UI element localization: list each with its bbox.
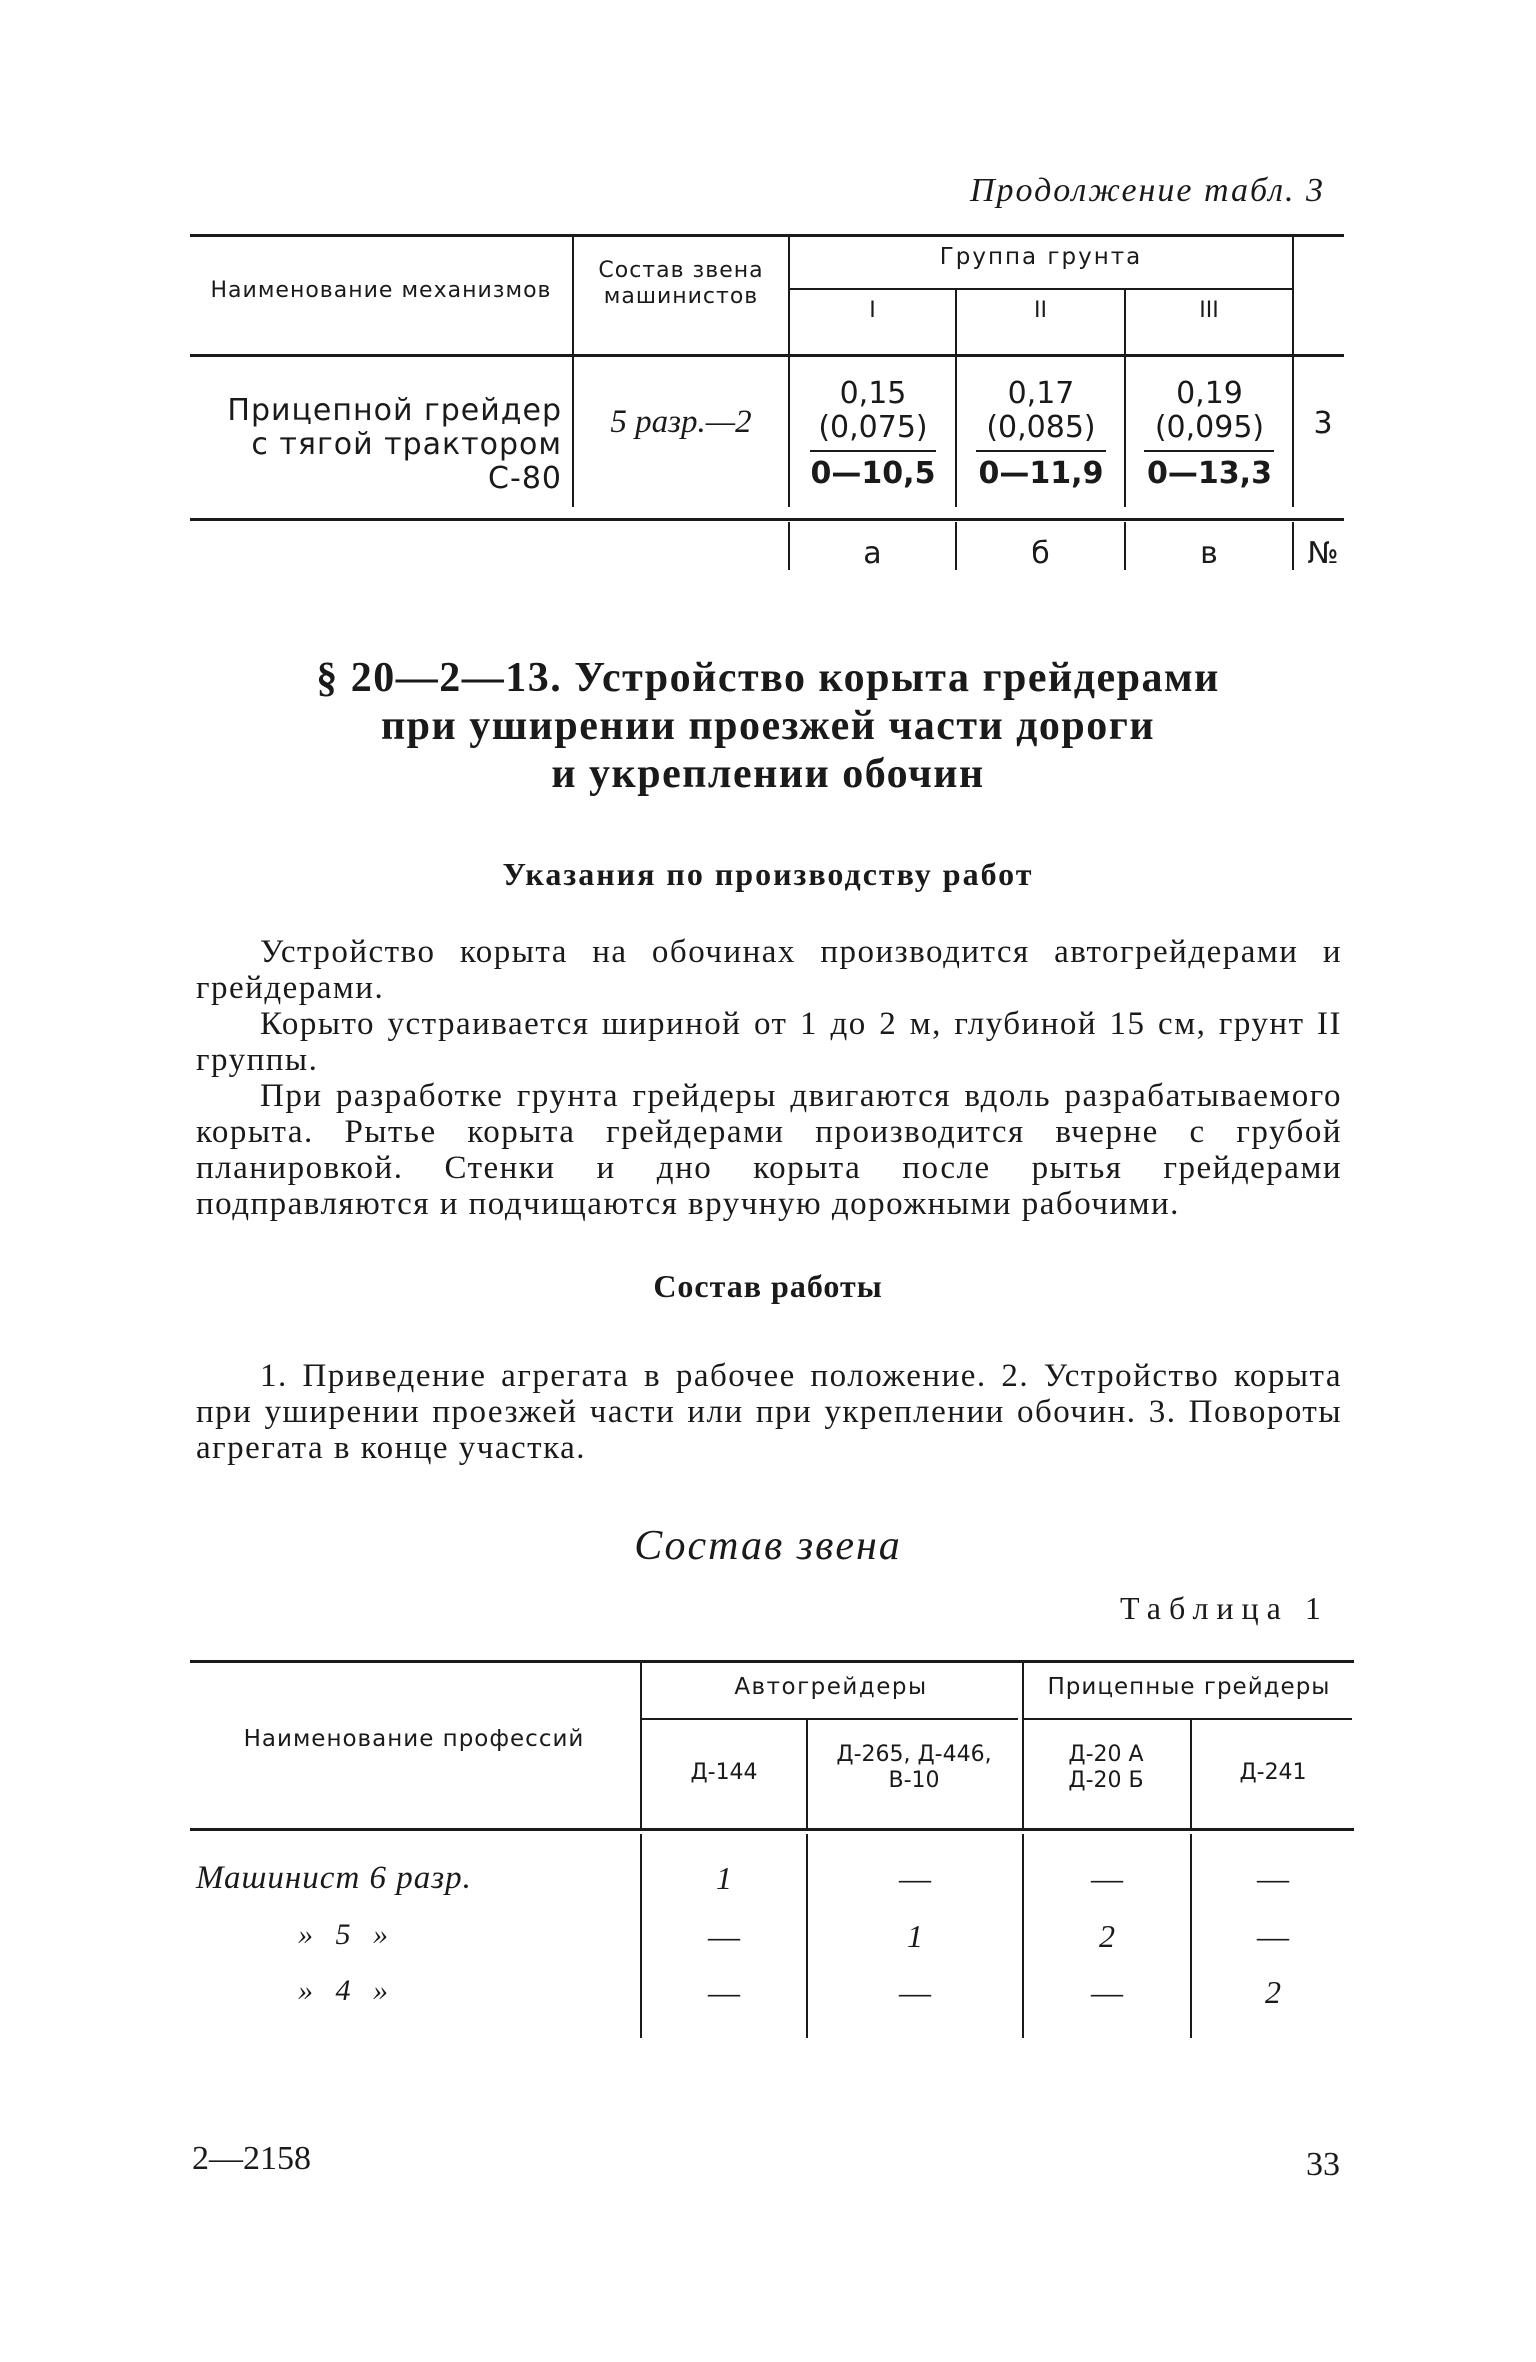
work-heading: Состав работы <box>653 1268 883 1304</box>
norm-value: 0,19 <box>1176 376 1243 411</box>
print-code: 2—2158 <box>192 2140 311 2177</box>
footer-b: б <box>1031 536 1050 571</box>
col-header-soil-group: Группа грунта <box>939 244 1143 270</box>
value-d265: — <box>899 1860 931 1896</box>
footer-number-sign: № <box>1307 536 1339 571</box>
group-header-trailed-graders: Прицепные грейдеры <box>1047 1674 1331 1700</box>
instructions-paragraph-3: При разработке грунта грейдеры двигаются вдоль разрабатываемого корыта. Рытье корыта грейдерами производится вчерне с грубой планировкой. Стенки и дно корыта после рытья грейдерами подправляются и подчищаются вручную дорожными рабочими. <box>196 1078 1342 1222</box>
col-header-d20: Д-20 А Д-20 Б <box>1068 1742 1144 1793</box>
table-1-label: Таблица 1 <box>1120 1590 1329 1626</box>
col-header-crew: Состав звена машинистов <box>598 258 764 309</box>
value-d144: 1 <box>716 1860 732 1896</box>
value-d144: — <box>708 1918 740 1954</box>
section-title-line-3: и укреплении обочин <box>551 751 985 797</box>
norm-alt: (0,085) <box>986 410 1096 445</box>
row-number: 3 <box>1313 406 1333 441</box>
section-title-line-2: при уширении проезжей части дороги <box>380 703 1156 749</box>
norm-value: 0,17 <box>1007 376 1075 411</box>
norm-range: 0—10,5 <box>810 456 936 491</box>
norm-range: 0—13,3 <box>1147 456 1272 491</box>
value-d265: 1 <box>907 1918 923 1954</box>
col-header-mechanisms: Наименование механизмов <box>210 278 552 303</box>
mechanism-name: Прицепной грейдер с тягой трактором С-80 <box>227 393 562 496</box>
col-header-d265: Д-265, Д-446, В-10 <box>836 1742 992 1793</box>
col-header-d241: Д-241 <box>1239 1760 1307 1785</box>
norm-alt: (0,075) <box>818 410 928 445</box>
profession-label: » 5 » <box>298 1918 388 1951</box>
norm-alt: (0,095) <box>1154 410 1265 445</box>
group-III: III <box>1199 298 1219 323</box>
continuation-label: Продолжение табл. 3 <box>970 172 1326 209</box>
value-d265: — <box>899 1974 931 2010</box>
profession-label: » 4 » <box>298 1974 388 2007</box>
col-header-profession: Наименование профессий <box>243 1726 585 1752</box>
profession-label: Машинист 6 разр. <box>196 1860 472 1896</box>
page-number: 33 <box>1306 2146 1340 2183</box>
instructions-heading: Указания по производству работ <box>502 856 1034 892</box>
norm-range: 0—11,9 <box>978 456 1104 491</box>
crew-heading: Состав звена <box>634 1523 902 1569</box>
instructions-paragraph-1: Устройство корыта на обочинах производится автогрейдерами и грейдерами. <box>196 934 1342 1006</box>
group-header-autograders: Автогрейдеры <box>734 1674 928 1700</box>
crew-value: 5 разр.—2 <box>610 404 752 440</box>
value-d20: 2 <box>1099 1918 1115 1954</box>
group-I: I <box>869 298 876 323</box>
footer-a: а <box>863 536 882 571</box>
value-d20: — <box>1091 1974 1123 2010</box>
footer-v: в <box>1200 536 1218 571</box>
value-d144: — <box>708 1974 740 2010</box>
value-d241: 2 <box>1265 1974 1281 2010</box>
value-d20: — <box>1091 1860 1123 1896</box>
instructions-paragraph-2: Корыто устраивается шириной от 1 до 2 м, глубиной 15 см, грунт II группы. <box>196 1006 1342 1078</box>
value-d241: — <box>1257 1860 1289 1896</box>
norm-value: 0,15 <box>839 376 907 411</box>
group-II: II <box>1034 298 1047 323</box>
col-header-d144: Д-144 <box>690 1760 758 1785</box>
value-d241: — <box>1257 1918 1289 1954</box>
work-paragraph: 1. Приведение агрегата в рабочее положение. 2. Устройство корыта при уширении проезжей части или при укреплении обочин. 3. Повороты агрегата в конце участка. <box>196 1358 1342 1466</box>
section-title-line-1: § 20—2—13. Устройство корыта грейдерами <box>316 655 1220 701</box>
